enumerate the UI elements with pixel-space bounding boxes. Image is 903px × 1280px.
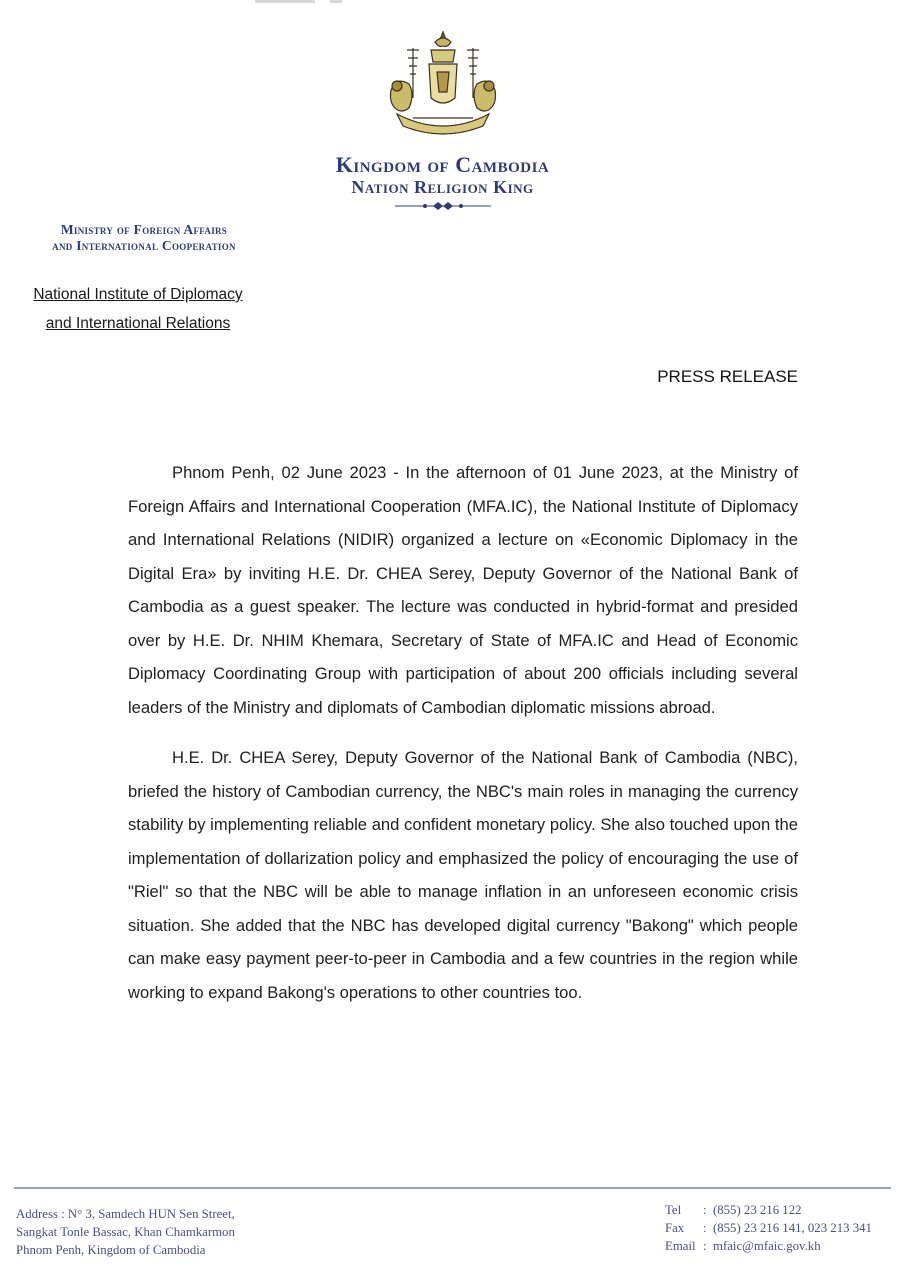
document-type-heading: PRESS RELEASE [657,367,798,386]
national-motto: Nation Religion King [351,177,534,197]
institute-name-line2: and International Relations [45,315,231,332]
ornamental-divider-icon [393,200,493,212]
tel-label: Tel [665,1203,682,1217]
country-title: Kingdom of Cambodia [335,152,550,177]
address-line-1: Address : N° 3, Samdech HUN Sen Street, [16,1207,235,1221]
royal-coat-of-arms-emblem [383,28,503,143]
footer-contacts [665,1201,872,1255]
body-paragraph-1: Phnom Penh, 02 June 2023 - In the afternoon of 01 June 2023, at the Ministry of Foreign Affairs and International Cooperation (MFA.IC), the National Institute of Diplomacy and International Relations (NIDIR) organized a lecture on «Economic Diplomacy in the Digital Era» by inviting H.E. Dr. CHEA Serey, Deputy Governor of the National Bank of Cambodia as a guest speaker. The lecture was conducted in hybrid-format and presided over by H.E. Dr. NHIM Khemara, Secretary of State of MFA.IC and Head of Economic Diplomacy Coordinating Group with participation of about 200 officials including several leaders of the Ministry and diplomats of Cambodian diplomatic missions abroad. [128,463,798,717]
top-edge-mark [255,0,345,4]
footer-divider [14,1187,891,1189]
ministry-name-line2: and International Cooperation [52,238,236,253]
footer-address [16,1205,235,1259]
email-value[interactable]: mfaic@mfaic.gov.kh [713,1239,821,1253]
tel-separator: : [703,1203,707,1217]
contact-tel [665,1201,872,1219]
fax-value: (855) 23 216 141, 023 213 341 [713,1221,872,1235]
tel-value: (855) 23 216 122 [713,1203,802,1217]
press-release-body [128,456,798,1026]
contact-fax [665,1219,872,1237]
address-line-2: Sangkat Tonle Bassac, Khan Chamkarmon [16,1225,235,1239]
institute-name-line1: National Institute of Diplomacy [33,286,243,303]
body-paragraph-2: H.E. Dr. CHEA Serey, Deputy Governor of the National Bank of Cambodia (NBC), briefed the history of Cambodian currency, the NBC's main roles in managing the currency stability by implementing reliable and confident monetary policy. She also touched upon the implementation of dollarization policy and emphasized the policy of encouraging the use of "Riel" so that the NBC will be able to manage inflation in an unforeseen economic crisis situation. She added that the NBC has developed digital currency "Bakong" which people can make easy payment peer-to-peer in Cambodia and a few countries in the region while working to expand Bakong's operations to other countries too. [128,748,798,1002]
ministry-name-line1: Ministry of Foreign Affairs [60,222,228,237]
address-line-3: Phnom Penh, Kingdom of Cambodia [16,1243,206,1257]
contact-email [665,1237,872,1255]
email-label: Email [665,1239,696,1253]
fax-label: Fax [665,1221,685,1235]
email-separator: : [703,1239,707,1253]
fax-separator: : [703,1221,707,1235]
